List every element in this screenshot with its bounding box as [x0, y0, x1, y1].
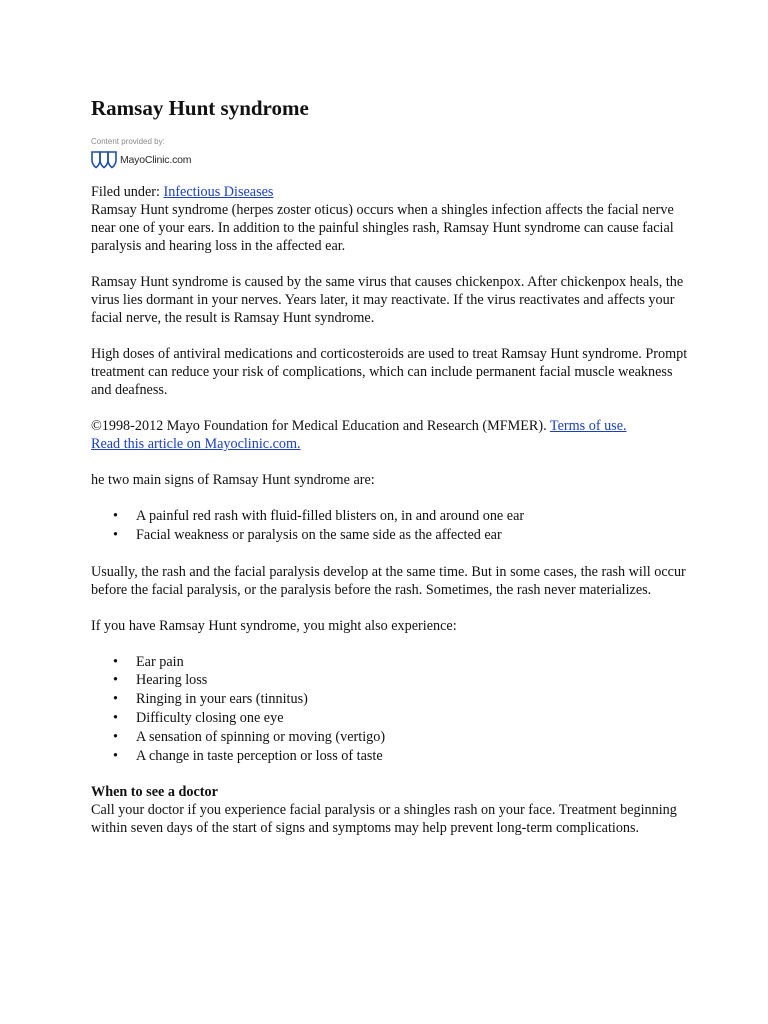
filed-under-label: Filed under:: [91, 184, 164, 200]
provider-name: MayoClinic.com: [120, 154, 192, 166]
list-item: • Ringing in your ears (tinnitus): [91, 690, 691, 709]
list-item: • A painful red rash with fluid-filled blisters on, in and around one ear: [91, 507, 691, 526]
page-title: Ramsay Hunt syndrome: [91, 96, 309, 120]
provider-caption: Content provided by:: [91, 137, 165, 146]
experience-intro: If you have Ramsay Hunt syndrome, you might also experience:: [91, 617, 457, 634]
experience-list: [91, 653, 691, 766]
signs-paragraph: Usually, the rash and the facial paralysis develop at the same time. But in some cases, the rash will occur before the facial paralysis, or the paralysis before the rash. Sometimes, the rash never materializes.: [91, 563, 686, 598]
list-item: • A change in taste perception or loss of taste: [91, 747, 691, 766]
copyright-notice: [91, 417, 691, 453]
copyright-text: ©1998-2012 Mayo Foundation for Medical Education and Research (MFMER).: [91, 418, 550, 434]
intro-paragraph-3: High doses of antiviral medications and corticosteroids are used to treat Ramsay Hunt syndrome. Prompt treatment can reduce your risk of complications, which can include permanent facial muscle weakness and deafness.: [91, 346, 688, 398]
signs-list: [91, 507, 691, 545]
intro-paragraph-1: Ramsay Hunt syndrome (herpes zoster oticus) occurs when a shingles infection affects the facial nerve near one of your ears. In addition to the painful shingles rash, Ramsay Hunt syndrome can cause facial paralysis and hearing loss in the affected ear.: [91, 202, 674, 254]
doctor-heading: When to see a doctor: [91, 784, 218, 801]
filed-under: [91, 183, 691, 201]
content-provider: [91, 137, 691, 173]
list-item: • Ear pain: [91, 653, 691, 672]
list-item: • Facial weakness or paralysis on the same side as the affected ear: [91, 526, 691, 545]
terms-of-use-link[interactable]: Terms of use.: [549, 418, 627, 434]
intro-paragraph-2: Ramsay Hunt syndrome is caused by the same virus that causes chickenpox. After chickenpox heals, the virus lies dormant in your nerves. Years later, it may reactivate. If the virus reactivates and affects your facial nerve, the result is Ramsay Hunt syndrome.: [91, 274, 684, 326]
list-item: • A sensation of spinning or moving (vertigo): [91, 728, 691, 747]
list-item: • Difficulty closing one eye: [91, 709, 691, 728]
doctor-paragraph: Call your doctor if you experience facial paralysis or a shingles rash on your face. Treatment beginning within seven days of the start of signs and symptoms may help prevent long-term complications.: [91, 802, 677, 837]
provider-logo[interactable]: [91, 150, 691, 170]
signs-intro: he two main signs of Ramsay Hunt syndrome are:: [91, 472, 375, 488]
article: [91, 94, 691, 837]
list-item: • Hearing loss: [91, 671, 691, 690]
infectious-diseases-link[interactable]: Infectious Diseases: [163, 184, 274, 200]
read-article-link[interactable]: Read this article on Mayoclinic.com.: [91, 436, 301, 452]
mayo-shields-icon: [91, 151, 117, 169]
